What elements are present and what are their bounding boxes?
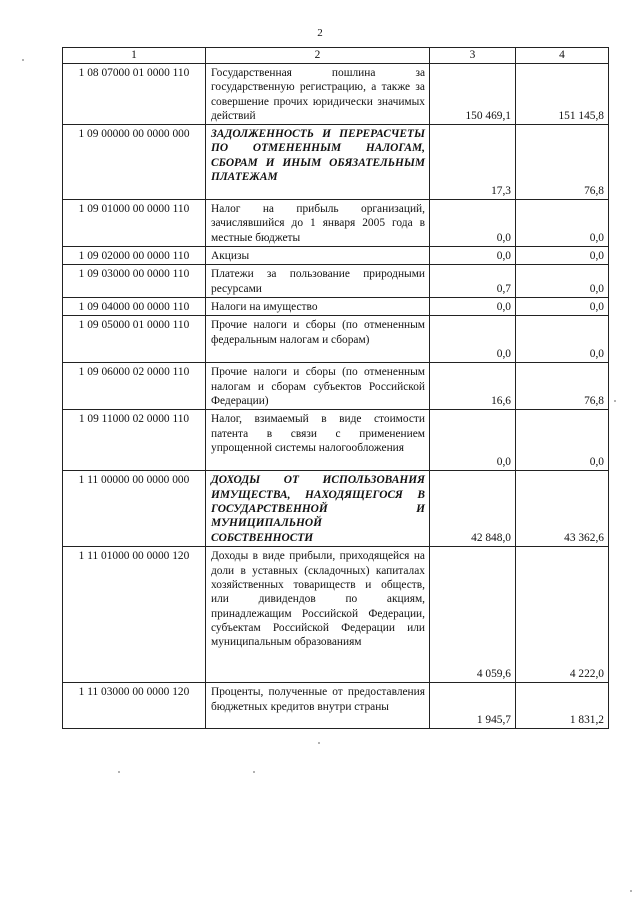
scan-speck [318,742,320,744]
value-col-3-cell: 17,3 [430,125,516,200]
revenue-name-cell: Платежи за пользование природными ресурсами [206,265,430,298]
budget-code-cell: 1 09 03000 00 0000 110 [63,265,206,298]
value-col-4-cell: 1 831,2 [516,683,609,729]
scan-speck [253,771,255,773]
budget-code-cell: 1 09 11000 02 0000 110 [63,410,206,471]
table-row [63,410,609,471]
table-row [63,247,609,265]
value-col-4-cell: 76,8 [516,125,609,200]
value-col-4-cell: 0,0 [516,410,609,471]
table-row [63,125,609,200]
scan-speck [614,400,616,402]
value-col-4-cell: 0,0 [516,247,609,265]
value-col-4-cell: 0,0 [516,316,609,363]
value-col-3-cell: 0,0 [430,247,516,265]
revenue-name-cell: Прочие налоги и сборы (по отмененным федеральным налогам и сборам) [206,316,430,363]
budget-code-cell: 1 09 00000 00 0000 000 [63,125,206,200]
value-col-3-cell: 4 059,6 [430,547,516,683]
table-row [63,471,609,547]
value-col-3-cell: 0,0 [430,298,516,316]
revenue-name-cell: Налоги на имущество [206,298,430,316]
budget-code-cell: 1 09 06000 02 0000 110 [63,363,206,410]
header-col-3: 3 [430,48,516,64]
value-col-4-cell: 0,0 [516,265,609,298]
revenue-name-cell: ДОХОДЫ ОТ ИСПОЛЬЗОВАНИЯ ИМУЩЕСТВА, НАХОДЯЩЕГОСЯ В ГОСУДАРСТВЕННОЙ И МУНИЦИПАЛЬНОЙ СОБСТВЕННОСТИ [206,471,430,547]
value-col-4-cell: 43 362,6 [516,471,609,547]
header-col-2: 2 [206,48,430,64]
revenue-name-cell: ЗАДОЛЖЕННОСТЬ И ПЕРЕРАСЧЕТЫ ПО ОТМЕНЕННЫМ НАЛОГАМ, СБОРАМ И ИНЫМ ОБЯЗАТЕЛЬНЫМ ПЛАТЕЖАМ [206,125,430,200]
table-row [63,265,609,298]
value-col-3-cell: 16,6 [430,363,516,410]
table-row [63,200,609,247]
budget-code-cell: 1 09 05000 01 0000 110 [63,316,206,363]
scan-speck [630,890,632,892]
page-number: 2 [317,27,323,39]
value-col-3-cell: 0,7 [430,265,516,298]
table-row [63,298,609,316]
budget-code-cell: 1 11 00000 00 0000 000 [63,471,206,547]
value-col-3-cell: 0,0 [430,410,516,471]
value-col-3-cell: 150 469,1 [430,64,516,125]
value-col-4-cell: 0,0 [516,298,609,316]
value-col-4-cell: 76,8 [516,363,609,410]
budget-code-cell: 1 11 03000 00 0000 120 [63,683,206,729]
table-row [63,64,609,125]
table-row [63,683,609,729]
value-col-3-cell: 0,0 [430,200,516,247]
budget-code-cell: 1 09 04000 00 0000 110 [63,298,206,316]
table-row [63,547,609,683]
revenue-table [62,47,609,729]
value-col-4-cell: 4 222,0 [516,547,609,683]
value-col-3-cell: 0,0 [430,316,516,363]
revenue-name-cell: Доходы в виде прибыли, приходящейся на доли в уставных (складочных) капиталах хозяйственных товариществ и обществ, или дивидендов по акциям, принадлежащим Российской Федерации, субъектам Российской Федерации или муниципальным образованиям [206,547,430,683]
header-col-4: 4 [516,48,609,64]
revenue-name-cell: Налог, взимаемый в виде стоимости патента в связи с применением упрощенной системы налогообложения [206,410,430,471]
budget-code-cell: 1 09 01000 00 0000 110 [63,200,206,247]
header-col-1: 1 [63,48,206,64]
table-row [63,316,609,363]
value-col-3-cell: 1 945,7 [430,683,516,729]
header-row [63,48,609,64]
table-header [63,48,609,64]
scan-speck [118,771,120,773]
table-body [63,64,609,729]
revenue-name-cell: Государственная пошлина за государственную регистрацию, а также за совершение прочих юридически значимых действий [206,64,430,125]
value-col-3-cell: 42 848,0 [430,471,516,547]
revenue-name-cell: Акцизы [206,247,430,265]
budget-code-cell: 1 11 01000 00 0000 120 [63,547,206,683]
table-row [63,363,609,410]
revenue-name-cell: Проценты, полученные от предоставления бюджетных кредитов внутри страны [206,683,430,729]
budget-code-cell: 1 08 07000 01 0000 110 [63,64,206,125]
value-col-4-cell: 0,0 [516,200,609,247]
revenue-name-cell: Прочие налоги и сборы (по отмененным налогам и сборам субъектов Российской Федерации) [206,363,430,410]
value-col-4-cell: 151 145,8 [516,64,609,125]
budget-code-cell: 1 09 02000 00 0000 110 [63,247,206,265]
revenue-name-cell: Налог на прибыль организаций, зачислявшийся до 1 января 2005 года в местные бюджеты [206,200,430,247]
scan-speck [22,59,24,61]
